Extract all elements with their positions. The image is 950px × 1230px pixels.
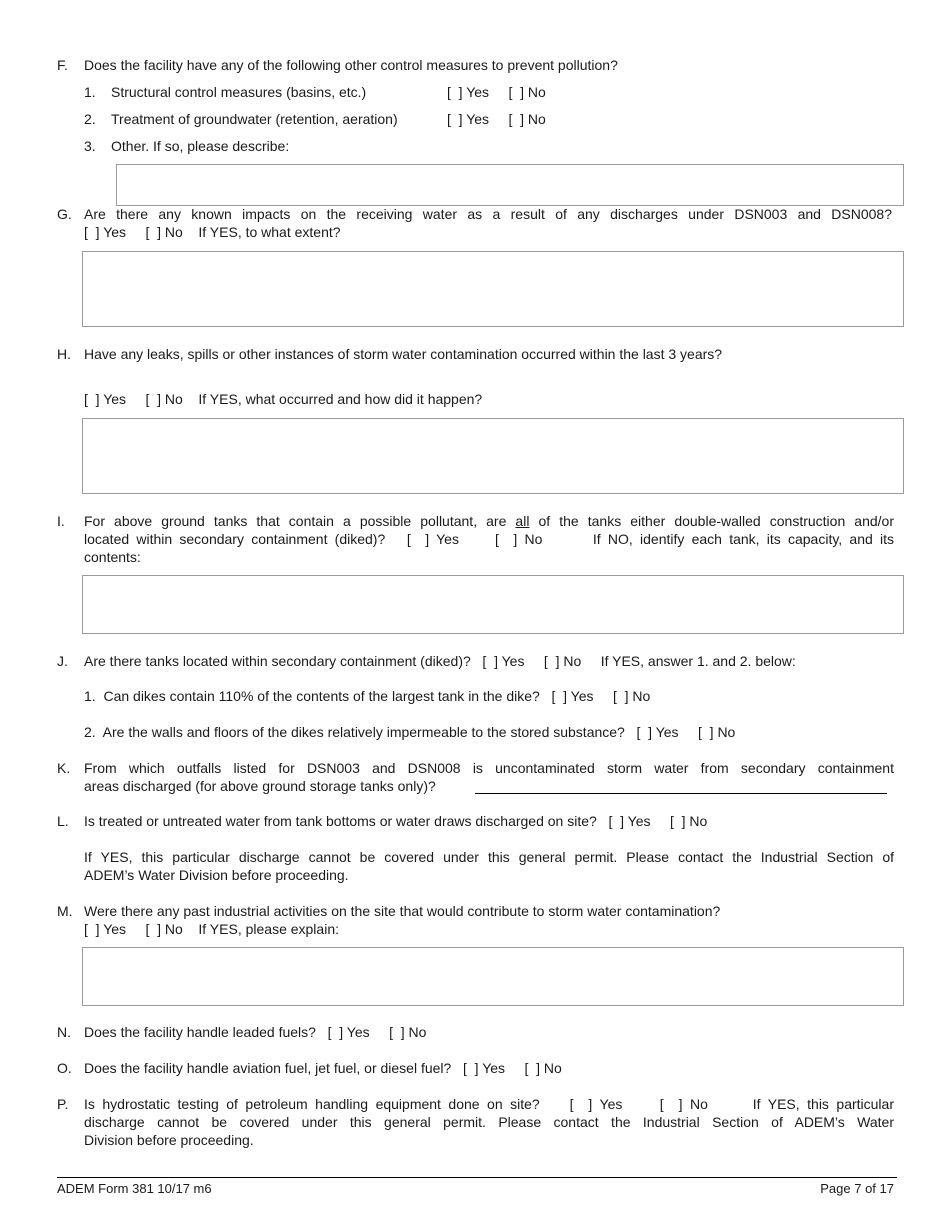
item-l-note-line2: ADEM’s Water Division before proceeding. — [84, 867, 349, 883]
item-g-question: Are there any known impacts on the receiving water as a result of any discharges under DSN003 and DSN008? — [84, 206, 892, 222]
item-f-question: Does the facility have any of the following other control measures to prevent pollution? — [84, 57, 618, 73]
item-n-question[interactable]: Does the facility handle leaded fuels? [ ] Yes [ ] No — [84, 1024, 427, 1040]
item-k-question-line2: areas discharged (for above ground storage tanks only)? — [84, 778, 436, 794]
item-g-extent-field[interactable] — [82, 251, 904, 327]
item-m-question: Were there any past industrial activities on the site that would contribute to storm water contamination? — [84, 903, 721, 919]
item-h-explanation-field[interactable] — [82, 418, 904, 494]
item-m-yes-no-checkboxes[interactable]: [ ] Yes [ ] No If YES, please explain: — [84, 921, 339, 937]
item-n-letter: N. — [57, 1024, 71, 1040]
item-k-question-line1: From which outfalls listed for DSN003 and DSN008 is uncontaminated storm water from secondary containment — [84, 760, 894, 776]
item-j1-question[interactable]: 1. Can dikes contain 110% of the contents of the largest tank in the dike? [ ] Yes [ ] No — [84, 688, 651, 704]
item-m-explanation-field[interactable] — [82, 947, 904, 1006]
item-i-question-line1 — [84, 512, 894, 530]
item-f1-yes-no-checkboxes[interactable]: [ ] Yes [ ] No — [447, 84, 546, 100]
item-l-question[interactable]: Is treated or untreated water from tank bottoms or water draws discharged on site? [ ] Yes [ ] No — [84, 813, 708, 829]
item-i-text-a: For above ground tanks that contain a possible pollutant, are — [84, 513, 516, 529]
item-f2-number: 2. — [84, 111, 96, 127]
item-f-letter: F. — [57, 57, 68, 73]
item-f3-describe-field[interactable] — [116, 164, 904, 206]
item-j2-question[interactable]: 2. Are the walls and floors of the dikes relatively impermeable to the stored substance? [ ] Yes [ ] No — [84, 724, 736, 740]
item-j-letter: J. — [57, 653, 68, 669]
item-o-letter: O. — [57, 1060, 72, 1076]
item-p-question-line2: discharge cannot be covered under this general permit. Please contact the Industrial Section of ADEM’s Water — [84, 1114, 894, 1130]
item-f2-label: Treatment of groundwater (retention, aeration) — [111, 111, 398, 127]
item-k-answer-line[interactable] — [475, 793, 887, 794]
item-m-letter: M. — [57, 903, 73, 919]
footer-form-id: ADEM Form 381 10/17 m6 — [57, 1181, 212, 1196]
item-g-yes-no-checkboxes[interactable]: [ ] Yes [ ] No If YES, to what extent? — [84, 224, 341, 240]
item-p-question-line1[interactable]: Is hydrostatic testing of petroleum handling equipment done on site? [ ] Yes [ ] No If YES, this particular — [84, 1096, 894, 1112]
item-l-letter: L. — [57, 813, 69, 829]
item-h-letter: H. — [57, 346, 71, 362]
item-f3-number: 3. — [84, 138, 96, 154]
item-k-letter: K. — [57, 760, 71, 776]
footer-rule — [57, 1177, 897, 1178]
item-p-question-line3: Division before proceeding. — [84, 1132, 254, 1148]
item-f2-yes-no-checkboxes[interactable]: [ ] Yes [ ] No — [447, 111, 546, 127]
item-i-tanks-field[interactable] — [82, 575, 904, 634]
item-i-question-line2[interactable]: located within secondary containment (diked)? [ ] Yes [ ] No If NO, identify each tank, its capacity, and its — [84, 531, 894, 547]
item-h-yes-no-checkboxes[interactable]: [ ] Yes [ ] No If YES, what occurred and how did it happen? — [84, 391, 483, 407]
item-f1-label: Structural control measures (basins, etc.) — [111, 84, 367, 100]
item-i-letter: I. — [57, 513, 65, 529]
item-o-question[interactable]: Does the facility handle aviation fuel, jet fuel, or diesel fuel? [ ] Yes [ ] No — [84, 1060, 562, 1076]
footer-page-number: Page 7 of 17 — [820, 1181, 894, 1196]
item-j-question[interactable]: Are there tanks located within secondary containment (diked)? [ ] Yes [ ] No If YES, answer 1. and 2. below: — [84, 653, 796, 669]
item-i-underlined-all: all — [515, 513, 530, 529]
item-f3-label: Other. If so, please describe: — [111, 138, 290, 154]
item-l-note-line1: If YES, this particular discharge cannot be covered under this general permit. Please contact the Industrial Section of — [84, 849, 894, 865]
item-p-letter: P. — [57, 1096, 69, 1112]
item-f1-number: 1. — [84, 84, 96, 100]
item-i-question-line3: contents: — [84, 549, 141, 565]
item-g-letter: G. — [57, 206, 72, 222]
item-i-text-b: of the tanks either double-walled construction and/or — [529, 513, 894, 529]
item-h-question: Have any leaks, spills or other instances of storm water contamination occurred within the last 3 years? — [84, 346, 723, 362]
